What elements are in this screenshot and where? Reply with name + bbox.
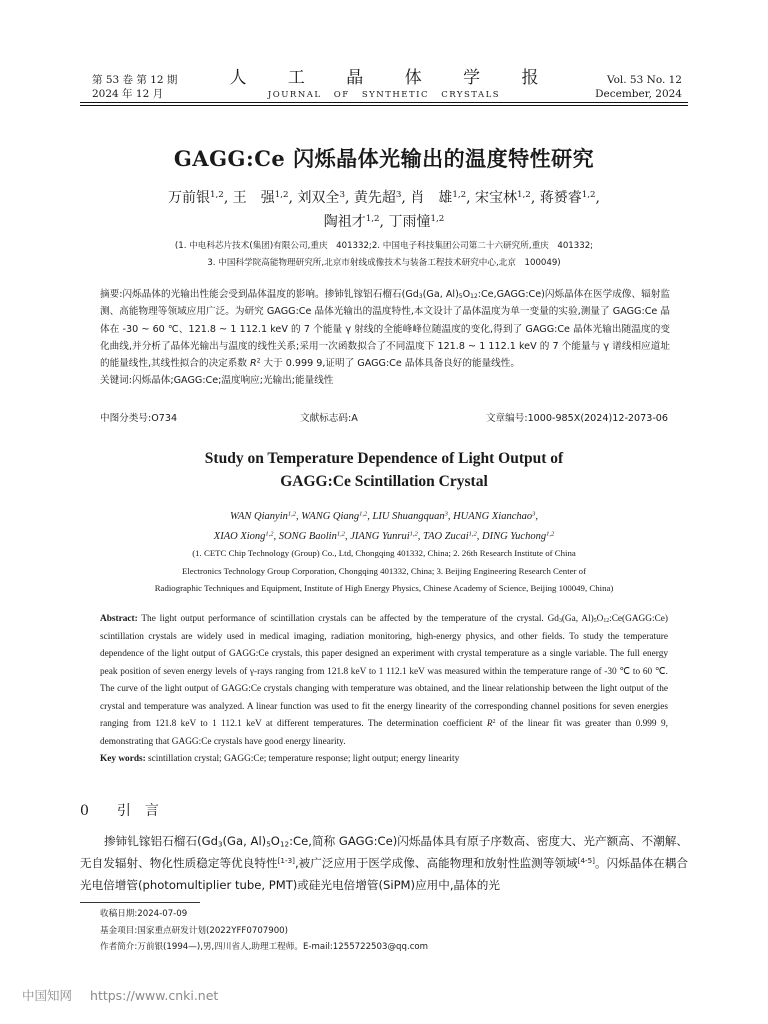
abstract-cn-text: R xyxy=(250,358,257,370)
subscript: 12 xyxy=(470,293,478,301)
author-separator: , xyxy=(344,190,354,206)
keywords-cn-label: 关键词: xyxy=(100,375,133,387)
abstract-en-label: Abstract: xyxy=(100,614,138,624)
abstract-en-text: O xyxy=(596,614,604,624)
header-rule-thick xyxy=(80,102,688,103)
subscript: 5 xyxy=(266,839,271,849)
subscript: 3 xyxy=(418,293,423,301)
author-separator: , xyxy=(447,511,454,522)
cnki-watermark xyxy=(22,986,236,1004)
author-name: JIANG Yunrui xyxy=(350,531,410,542)
superscript: 2 xyxy=(492,718,496,725)
author-separator: , xyxy=(379,214,389,230)
article-number: 文章编号:1000-985X(2024)12-2073-06 xyxy=(485,413,668,424)
author-name: 黄先超 xyxy=(353,190,396,206)
body-text: ,被广泛应用于医学成像、高能物理和放射性监测等领域 xyxy=(294,856,578,870)
citation[interactable]: [4-5] xyxy=(577,856,595,866)
affiliation-en-line: Radiographic Techniques and Equipment, Institute of High Energy Physics, Chinese Academy of Science, Beijing 100049, China) xyxy=(154,583,614,593)
abstract-cn-text: :Ce,GAGG:Ce)闪烁晶体在医学成像、辐射监测、高能物理等领域应用广泛。为研究 GAGG:Ce 晶体光输出的温度特性,本文设计了晶体温度为单一变量的实验,测量了 GAGG:Ce 晶体在 -30 ~ 60 ℃、121.8 ~ 1 112.1 keV 的 7 个能量 γ 射线的全能峰峰位随温度的变化,得到了 GAGG:Ce 晶体光输出随温度的变化曲线,并分析了晶体光输出与温度的线性关系;采用一次函数拟合了不同温度下 121.8 ~ 1 112.1 keV 的 7 个能量与 γ 谱线相应道址的能量线性,其线性拟合的决定系数 xyxy=(100,289,670,370)
affiliations-cn xyxy=(80,238,688,272)
abstract-cn-label: 摘要: xyxy=(100,289,123,300)
author-affiliation-mark: 3 xyxy=(395,190,402,201)
author-affiliation-mark: 3 xyxy=(532,510,536,518)
subscript: 12 xyxy=(603,618,610,625)
subscript: 3 xyxy=(217,839,223,849)
author-affiliation-mark: 1,2 xyxy=(452,190,467,201)
author-separator: , xyxy=(344,531,351,542)
author-separator: , xyxy=(530,190,540,206)
citation[interactable]: [1-3] xyxy=(277,856,295,866)
keywords-cn-text: 闪烁晶体;GAGG:Ce;温度响应;光输出;能量线性 xyxy=(132,375,334,387)
author-affiliation-mark: 1,2 xyxy=(274,190,289,201)
subscript: 3 xyxy=(558,618,562,625)
author-separator: , xyxy=(417,531,424,542)
author-name: XIAO Xiong xyxy=(213,531,266,542)
author-bio: 作者简介:万前银(1994—),男,四川省人,助理工程师。E-mail:1255722503@qq.com xyxy=(100,942,429,952)
body-text: :Ce,简称 GAGG:Ce)闪烁晶体具有原子序数高、密度大、光产额高、不潮解、无自发辐射、物化性质稳定等优良特性 xyxy=(80,834,688,870)
author-affiliation-mark: 1,2 xyxy=(409,530,418,538)
author-name: TAO Zucai xyxy=(423,531,469,542)
author-separator: , xyxy=(288,190,298,206)
watermark-url[interactable]: https://www.cnki.net xyxy=(90,988,219,1003)
footnotes xyxy=(100,906,428,956)
section-title: 引 言 xyxy=(116,803,159,819)
author-name: SONG Baolin xyxy=(278,531,337,542)
author-affiliation-mark: 1,2 xyxy=(287,510,297,518)
introduction-paragraph xyxy=(80,830,688,896)
abstract-en-text: The light output performance of scintillation crystals can be affected by the temperature of the crystal. Gd xyxy=(137,614,559,624)
author-separator: , xyxy=(367,511,373,522)
abstract-cn-text: 大于 0.999 9,证明了 GAGG:Ce 晶体具备良好的能量线性。 xyxy=(260,358,520,370)
volume-issue-en: Vol. 53 No. 12 xyxy=(606,74,682,86)
section-heading-introduction xyxy=(80,800,187,820)
affiliations-en xyxy=(100,545,668,598)
author-affiliation-mark: 3 xyxy=(339,190,345,201)
watermark-site-name: 中国知网 xyxy=(22,988,73,1003)
author-separator: , xyxy=(476,531,482,542)
subscript: 5 xyxy=(458,293,463,301)
author-name: LIU Shuangquan xyxy=(372,511,445,522)
journal-title-en: JOURNAL OF SYNTHETIC CRYSTALS xyxy=(267,90,501,100)
section-number: 0 xyxy=(80,803,89,819)
clc-number: 中图分类号:O734 xyxy=(100,413,178,424)
author-name: 肖 雄 xyxy=(410,190,453,206)
author-name: DING Yuchong xyxy=(482,531,547,542)
author-affiliation-mark: 1,2 xyxy=(546,530,555,538)
header-volume-en xyxy=(595,73,682,101)
fund-project: 基金项目:国家重点研发计划(2022YFF0707900) xyxy=(100,925,289,936)
author-name: WANG Qiang xyxy=(301,511,360,522)
author-name: 陶祖才 xyxy=(323,214,366,230)
affiliation-cn-line: 3. 中国科学院高能物理研究所,北京市射线成像技术与装备工程技术研究中心,北京 100049) xyxy=(207,258,561,268)
author-separator: , xyxy=(466,190,476,206)
author-separator: , xyxy=(296,511,302,522)
body-text: 。闪烁晶体在耦合光电倍增管(photomultiplier tube, PMT)或硅光电倍增管(SiPM)应用中,晶体的光 xyxy=(80,856,688,892)
journal-title-cn: 人 工 晶 体 学 报 xyxy=(229,68,557,88)
author-separator: , xyxy=(401,190,411,206)
author-affiliation-mark: 1,2 xyxy=(210,190,224,201)
paper-title-en-line: GAGG:Ce Scintillation Crystal xyxy=(280,473,488,490)
body-text: 掺铈钆镓铝石榴石(Gd xyxy=(104,834,218,848)
author-line-cn-1 xyxy=(80,186,688,210)
author-name: 蒋赟睿 xyxy=(539,190,582,206)
abstract-cn-text: 闪烁晶体的光输出性能会受到晶体温度的影响。掺铈钆镓铝石榴石(Gd xyxy=(122,289,419,300)
abstract-en xyxy=(100,611,668,769)
author-affiliation-mark: 1,2 xyxy=(468,530,477,538)
abstract-en-text: :Ce(GAGG:Ce) scintillation crystals are widely used in medical imaging, radiation monitoring, high-energy physics, and other fields. To study the temperature dependence of the light output of GAGG:Ce crystals, this paper designed an experiment with crystal temperature as a single variable. The full energy peak position of seven energy levels of γ-rays ranging from 121.8 keV to 1 112.1 keV was measured within the temperature range of -30 ℃ to 60 ℃. The curve of the light output of GAGG:Ce crystals changing with temperature was obtained, and the linear relationship between the light output of the crystal and temperature was analyzed. A linear function was used to fit the energy linearity of the corresponding channel positions for seven energies ranging from 121.8 keV to 1 112.1 keV at different temperatures. The determination coefficient xyxy=(100,614,668,729)
abstract-en-text: R xyxy=(486,719,493,729)
author-separator: , xyxy=(535,511,538,522)
author-separator: , xyxy=(273,531,279,542)
affiliation-cn-line: (1. 中电科芯片技术(集团)有限公司,重庆 401332;2. 中国电子科技集团公司第二十六研究所,重庆 401332; xyxy=(174,241,594,251)
author-name: 丁雨憧 xyxy=(388,214,431,230)
author-affiliation-mark: 1,2 xyxy=(336,530,345,538)
author-affiliation-mark: 1,2 xyxy=(365,214,380,225)
author-name: 宋宝林 xyxy=(475,190,518,206)
abstract-cn-text: (Ga, Al) xyxy=(422,289,459,300)
abstract-en-text: of the linear fit was greater than 0.999 9, demonstrating that GAGG:Ce crystals have good energy linearity. xyxy=(100,719,668,747)
affiliation-en-line: (1. CETC Chip Technology (Group) Co., Ltd, Chongqing 401332, China; 2. 26th Research Institute of China xyxy=(192,548,576,558)
author-name: HUANG Xianchao xyxy=(453,511,533,522)
paper-title-cn: GAGG:Ce 闪烁晶体光输出的温度特性研究 xyxy=(173,146,595,171)
author-affiliation-mark: 1,2 xyxy=(581,190,596,201)
author-line-cn-2 xyxy=(80,210,688,234)
author-line-en-1 xyxy=(100,507,668,527)
keywords-en-text: scintillation crystal; GAGG:Ce; temperature response; light output; energy linearity xyxy=(145,754,460,764)
author-list-cn xyxy=(80,186,688,234)
author-name: 万前银 xyxy=(168,190,211,206)
abstract-en-text: (Ga, Al) xyxy=(561,614,594,624)
author-affiliation-mark: 1,2 xyxy=(265,530,274,538)
keywords-en xyxy=(100,751,668,769)
author-separator: , xyxy=(595,190,600,206)
volume-issue-cn: 第 53 卷 第 12 期 xyxy=(92,74,178,86)
footnote-rule xyxy=(80,902,200,903)
author-separator: , xyxy=(223,190,233,206)
author-name: 王 强 xyxy=(232,190,275,206)
author-name: WAN Qianyin xyxy=(230,511,288,522)
author-line-en-2 xyxy=(100,527,668,547)
subscript: 5 xyxy=(593,618,597,625)
affiliation-en-line: Electronics Technology Group Corporation, Chongqing 401332, China; 3. Beijing Engineering Research Center of xyxy=(181,565,587,576)
author-affiliation-mark: 3 xyxy=(444,510,448,518)
author-list-en xyxy=(100,507,668,547)
keywords-en-label: Key words: xyxy=(100,754,146,764)
author-affiliation-mark: 1,2 xyxy=(359,510,368,518)
subscript: 12 xyxy=(279,839,290,849)
author-name: 刘双全 xyxy=(297,190,340,206)
paper-title-en-line: Study on Temperature Dependence of Light Output of xyxy=(204,450,564,467)
author-affiliation-mark: 1,2 xyxy=(517,190,531,201)
body-text: (Ga, Al) xyxy=(222,834,267,848)
date-cn: 2024 年 12 月 xyxy=(92,88,164,100)
received-date: 收稿日期:2024-07-09 xyxy=(100,909,188,919)
keywords-cn xyxy=(100,372,670,389)
header-rule-thin xyxy=(80,105,688,106)
document-code: 文献标志码:A xyxy=(300,413,358,424)
date-en: December, 2024 xyxy=(595,88,682,100)
paper-title-en xyxy=(0,447,768,493)
abstract-cn xyxy=(100,286,670,390)
body-text: O xyxy=(270,834,280,848)
author-affiliation-mark: 1,2 xyxy=(430,214,445,225)
superscript: 2 xyxy=(256,357,261,365)
abstract-cn-text: O xyxy=(462,289,471,300)
